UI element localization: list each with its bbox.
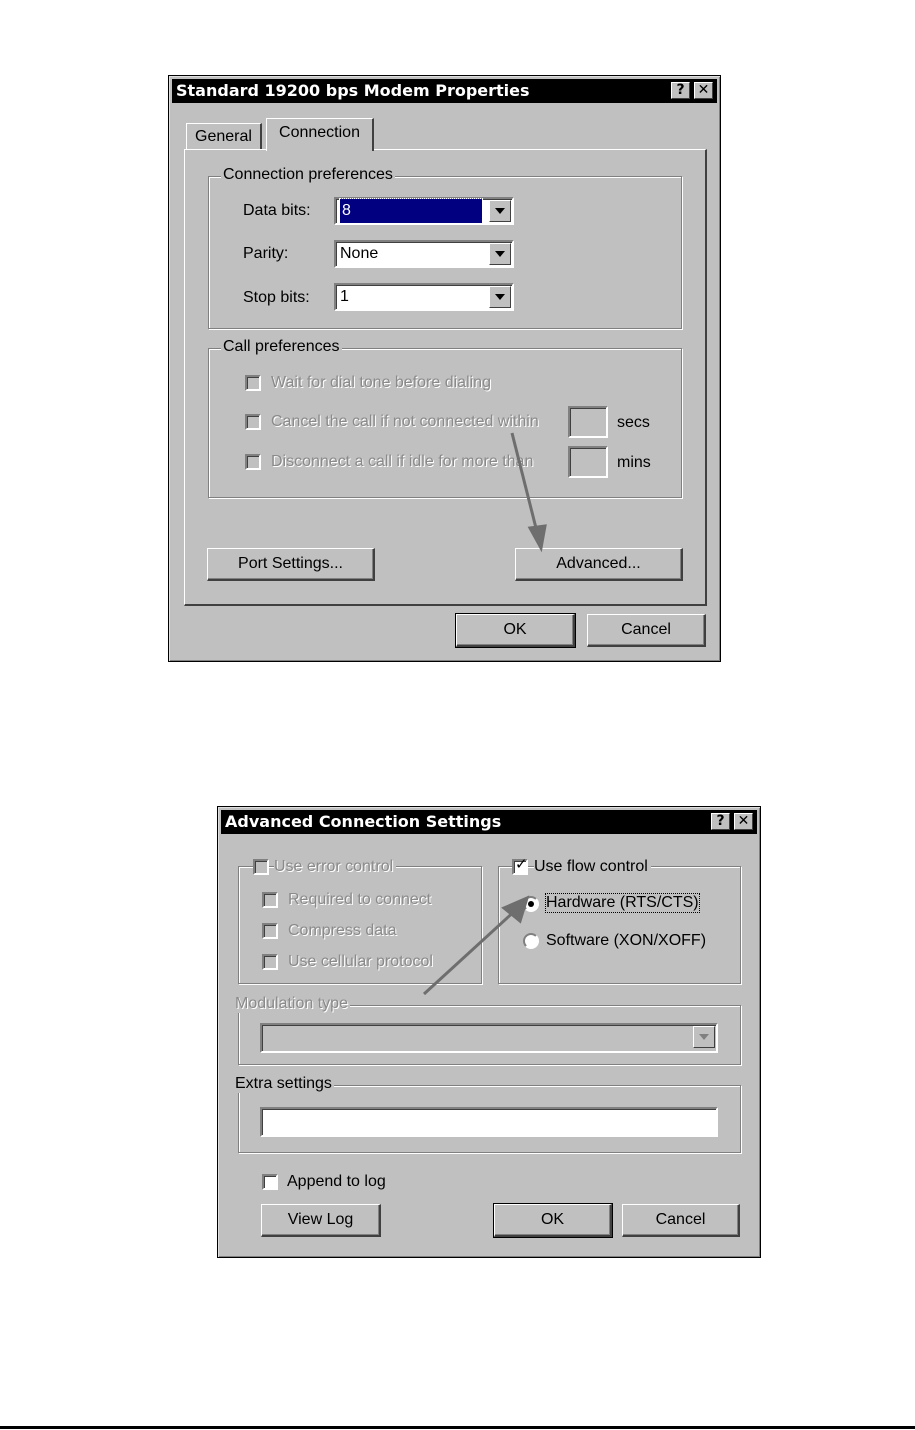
cancel-button[interactable]: Cancel [587, 614, 706, 647]
extra-settings-legend: Extra settings [235, 1075, 332, 1092]
data-bits-label: Data bits: [243, 202, 311, 219]
use-flow-control-label: Use flow control [534, 858, 651, 876]
modulation-type-legend: Modulation type [235, 995, 348, 1012]
required-to-connect-label: Required to connect [288, 891, 432, 908]
parity-value: None [340, 245, 379, 262]
mins-label: mins [617, 454, 651, 471]
hardware-label: Hardware (RTS/CTS) [546, 894, 699, 911]
close-button[interactable]: ✕ [734, 813, 753, 830]
append-to-log-label: Append to log [287, 1173, 386, 1190]
tab-connection[interactable] [266, 118, 374, 151]
close-button[interactable]: ✕ [694, 82, 713, 99]
secs-label: secs [617, 414, 650, 431]
arrow-to-advanced-button [512, 433, 538, 536]
port-settings-button[interactable]: Port Settings... [207, 548, 375, 581]
cancel-button[interactable]: Cancel [622, 1204, 740, 1237]
disconnect-label: Disconnect a call if idle for more than [271, 453, 534, 470]
help-button[interactable]: ? [711, 813, 730, 830]
help-button[interactable]: ? [671, 82, 690, 99]
cancel-call-label: Cancel the call if not connected within [271, 413, 539, 430]
software-label: Software (XON/XOFF) [546, 932, 707, 949]
ok-button[interactable]: OK [456, 614, 575, 647]
arrow-to-hardware-radio [424, 908, 518, 994]
use-error-control-label: Use error control [274, 858, 396, 876]
cellular-protocol-label: Use cellular protocol [288, 953, 433, 970]
dialog-title: Standard 19200 bps Modem Properties [176, 81, 530, 100]
data-bits-value: 8 [340, 199, 482, 223]
wait-dial-tone-label: Wait for dial tone before dialing [271, 374, 491, 391]
stop-bits-value: 1 [340, 288, 349, 305]
checkmark-icon: ✓ [515, 856, 528, 873]
ok-button[interactable]: OK [494, 1204, 612, 1237]
advanced-button[interactable]: Advanced... [515, 548, 683, 581]
tab-general-label: General [195, 128, 252, 145]
compress-data-label: Compress data [288, 922, 397, 939]
page-bottom-rule [0, 1426, 915, 1429]
view-log-button[interactable]: View Log [261, 1204, 381, 1237]
parity-label: Parity: [243, 245, 289, 262]
arrow-head-advanced [530, 526, 545, 548]
call-preferences-legend: Call preferences [223, 338, 340, 355]
tab-connection-label: Connection [279, 124, 360, 141]
dialog-title: Advanced Connection Settings [225, 812, 502, 831]
stop-bits-label: Stop bits: [243, 289, 310, 306]
connection-preferences-legend: Connection preferences [223, 166, 393, 183]
